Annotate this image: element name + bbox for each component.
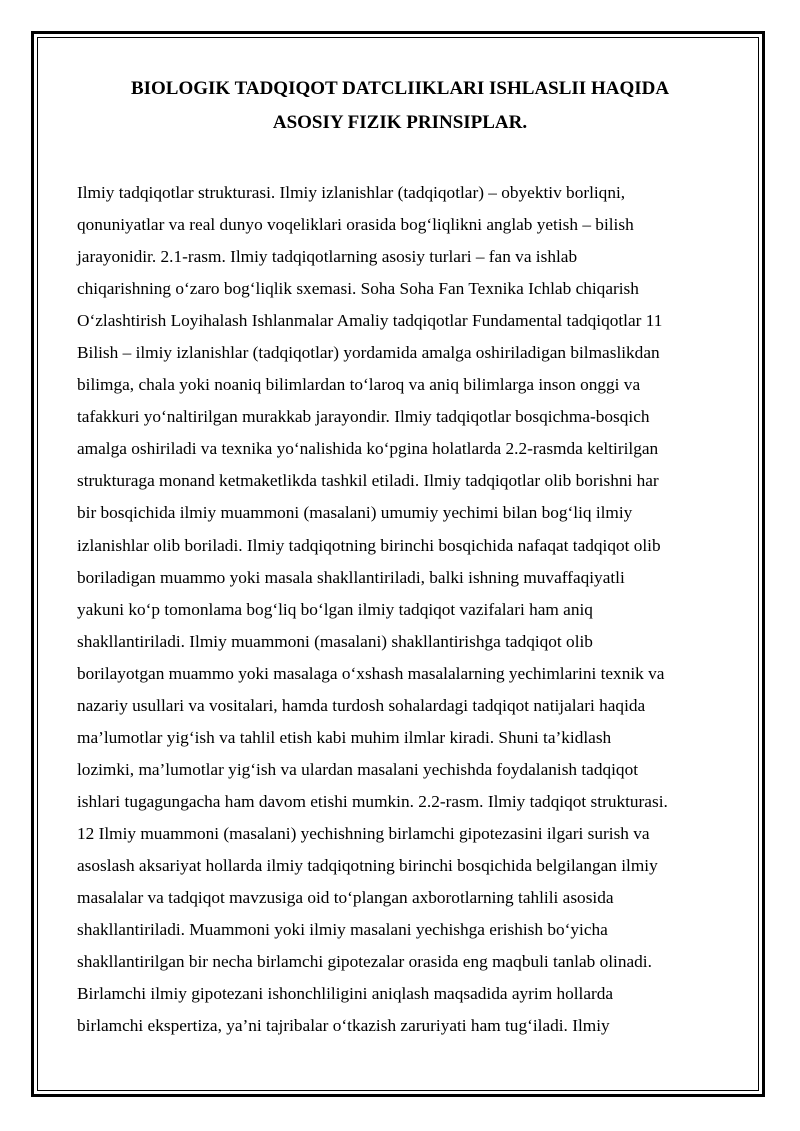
body-line: borilayotgan muammo yoki masalaga o‘xshash masalalarning yechimlarini texnik va bbox=[77, 663, 665, 683]
body-line: Bilish – ilmiy izlanishlar (tadqiqotlar) yordamida amalga oshiriladigan bilmaslikdan bbox=[77, 343, 660, 363]
body-line: amalga oshiriladi va texnika yo‘nalishida ko‘pgina holatlarda 2.2-rasmda keltirilgan bbox=[77, 439, 659, 459]
body-line: ishlari tugagungacha ham davom etishi mumkin. 2.2-rasm. Ilmiy tadqiqot strukturasi. bbox=[77, 791, 668, 811]
body-line: masalalar va tadqiqot mavzusiga oid to‘plangan axborotlarning tahlili asosida bbox=[77, 888, 614, 908]
body-line: strukturaga monand ketmaketlikda tashkil etiladi. Ilmiy tadqiqotlar olib borishni har bbox=[77, 471, 659, 491]
body-line: qonuniyatlar va real dunyo voqeliklari orasida bog‘liqlikni anglab yetish – bilish bbox=[77, 215, 634, 235]
document-title bbox=[60, 72, 740, 140]
body-line: chiqarishning o‘zaro bog‘liqlik sxemasi. Soha Soha Fan Texnika Ichlab chiqarish bbox=[77, 279, 639, 299]
body-line: Birlamchi ilmiy gipotezani ishonchliligini aniqlash maqsadida ayrim hollarda bbox=[77, 984, 614, 1004]
body-line: nazariy usullari va vositalari, hamda turdosh sohalardagi tadqiqot natijalari haqida bbox=[77, 695, 646, 715]
body-line: izlanishlar olib boriladi. Ilmiy tadqiqotning birinchi bosqichida nafaqat tadqiqot olib bbox=[77, 535, 661, 555]
body-line: bilimga, chala yoki noaniq bilimlardan to‘laroq va aniq bilimlarga inson onggi va bbox=[77, 375, 641, 395]
body-line: shakllantiriladi. Muammoni yoki ilmiy masalani yechishga erishish bo‘yicha bbox=[77, 920, 608, 940]
body-line: shakllantirilgan bir necha birlamchi gipotezalar orasida eng maqbuli tanlab olinadi. bbox=[77, 952, 652, 972]
body-line: lozimki, ma’lumotlar yig‘ish va ulardan masalani yechishda foydalanish tadqiqot bbox=[77, 759, 639, 779]
body-line: shakllantiriladi. Ilmiy muammoni (masalani) shakllantirishga tadqiqot olib bbox=[77, 631, 593, 651]
body-line: jarayonidir. 2.1-rasm. Ilmiy tadqiqotlarning asosiy turlari – fan va ishlab bbox=[77, 247, 578, 267]
body-line: 12 Ilmiy muammoni (masalani) yechishning birlamchi gipotezasini ilgari surish va bbox=[77, 823, 650, 843]
body-line: O‘zlashtirish Loyihalash Ishlanmalar Amaliy tadqiqotlar Fundamental tadqiqotlar 11 bbox=[77, 311, 663, 331]
document-body bbox=[77, 177, 737, 1042]
body-line: tafakkuri yo‘naltirilgan murakkab jarayondir. Ilmiy tadqiqotlar bosqichma-bosqich bbox=[77, 407, 650, 427]
body-line: yakuni ko‘p tomonlama bog‘liq bo‘lgan ilmiy tadqiqot vazifalari ham aniq bbox=[77, 599, 593, 619]
body-line: ma’lumotlar yig‘ish va tahlil etish kabi muhim ilmlar kiradi. Shuni ta’kidlash bbox=[77, 727, 612, 747]
body-line: boriladigan muammo yoki masala shakllantiriladi, balki ishning muvaffaqiyatli bbox=[77, 567, 625, 587]
body-line: bir bosqichida ilmiy muammoni (masalani) umumiy yechimi bilan bog‘liq ilmiy bbox=[77, 503, 633, 523]
body-line: asoslash aksariyat hollarda ilmiy tadqiqotning birinchi bosqichida belgilangan ilmiy bbox=[77, 855, 658, 875]
body-line: Ilmiy tadqiqotlar strukturasi. Ilmiy izlanishlar (tadqiqotlar) – obyektiv borliqni, bbox=[77, 183, 626, 202]
document-title-line: BIOLOGIK TADQIQOT DATCLIIKLARI ISHLASLII HAQIDA bbox=[130, 78, 670, 99]
body-line: birlamchi ekspertiza, ya’ni tajribalar o‘tkazish zaruriyati ham tug‘iladi. Ilmiy bbox=[77, 1016, 610, 1036]
document-title-line: ASOSIY FIZIK PRINSIPLAR. bbox=[272, 112, 528, 133]
